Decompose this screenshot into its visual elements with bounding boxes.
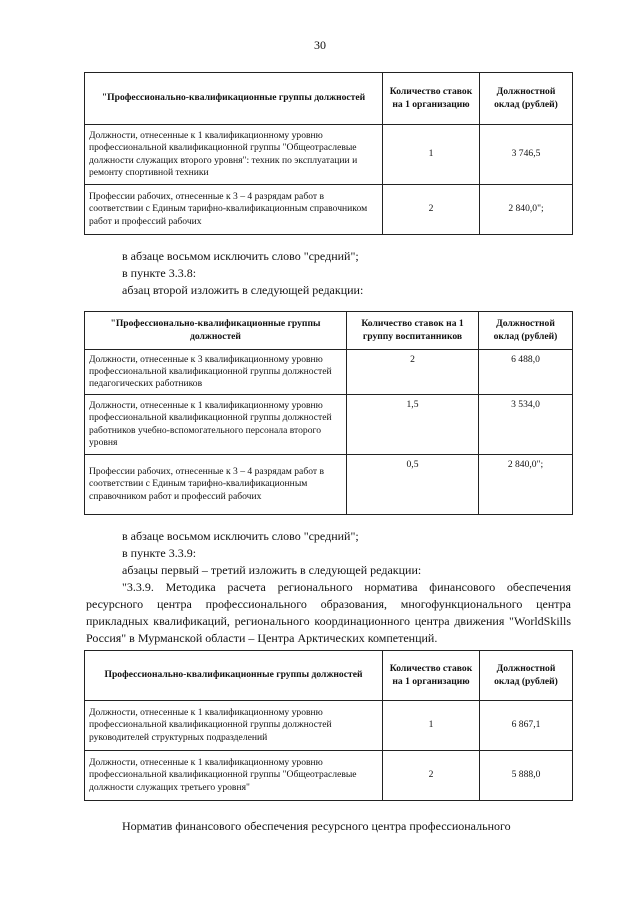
header-count: Количество ставок на 1 группу воспитанников — [347, 312, 479, 350]
table-1 — [84, 72, 573, 235]
table-3 — [84, 650, 573, 801]
closing-paragraph: Норматив финансового обеспечения ресурсного центра профессионального — [122, 819, 511, 833]
header-groups: "Профессионально-квалификационные группы должностей — [85, 312, 347, 350]
cell-count: 0,5 — [347, 455, 479, 515]
table-row — [85, 350, 573, 395]
table-header-row — [85, 312, 573, 350]
table-row — [85, 455, 573, 515]
cell-count: 2 — [383, 185, 480, 235]
methodology-paragraph: "3.3.9. Методика расчета регионального норматива финансового обеспечения ресурсного центра профессионального образования, многофункционального центра прикладных квалификаций, регионального координационного центра движения "WorldSkills Россия" в Мурманской области – Центра Арктических компетенций. — [86, 580, 571, 645]
table-row — [85, 125, 573, 185]
header-salary: Должностной оклад (рублей) — [480, 651, 573, 701]
page-number: 30 — [314, 38, 326, 52]
cell-salary: 3 746,5 — [480, 125, 573, 185]
table-row — [85, 185, 573, 235]
cell-group: Профессии рабочих, отнесенные к 3 – 4 разрядам работ в соответствии с Единым тарифно-квалификационным справочником работ и профессий рабочих — [85, 185, 383, 235]
header-salary: Должностной оклад (рублей) — [479, 312, 573, 350]
cell-group: Должности, отнесенные к 1 квалификационному уровню профессиональной квалификационной группы "Общеотраслевые должности служащих второго уровня": техник по эксплуатации и ремонту спортивной техники — [85, 125, 383, 185]
text-line: в пункте 3.3.9: — [122, 546, 197, 560]
text-line: в абзаце восьмом исключить слово "средний"; — [122, 529, 359, 543]
cell-count: 2 — [383, 751, 480, 801]
table-header-row — [85, 73, 573, 125]
table-row — [85, 701, 573, 751]
cell-salary: 6 867,1 — [480, 701, 573, 751]
table-2 — [84, 311, 573, 515]
header-groups: Профессионально-квалификационные группы должностей — [85, 651, 383, 701]
text-line: в пункте 3.3.8: — [122, 266, 197, 280]
table-header-row — [85, 651, 573, 701]
cell-salary: 2 840,0"; — [480, 185, 573, 235]
cell-count: 1 — [383, 701, 480, 751]
cell-salary: 2 840,0"; — [479, 455, 573, 515]
text-line: в абзаце восьмом исключить слово "средний"; — [122, 249, 359, 263]
cell-count: 2 — [347, 350, 479, 395]
cell-salary: 3 534,0 — [479, 395, 573, 455]
cell-group: Профессии рабочих, отнесенные к 3 – 4 разрядам работ в соответствии с Единым тарифно-квалификационным справочником работ и профессий рабочих — [85, 455, 347, 515]
header-salary: Должностной оклад (рублей) — [480, 73, 573, 125]
table-row — [85, 395, 573, 455]
cell-group: Должности, отнесенные к 1 квалификационному уровню профессиональной квалификационной группы должностей работников учебно-вспомогательного персонала второго уровня — [85, 395, 347, 455]
header-groups: "Профессионально-квалификационные группы должностей — [85, 73, 383, 125]
table-row — [85, 751, 573, 801]
cell-salary: 6 488,0 — [479, 350, 573, 395]
cell-count: 1 — [383, 125, 480, 185]
cell-salary: 5 888,0 — [480, 751, 573, 801]
text-line: абзацы первый – третий изложить в следующей редакции: — [122, 563, 422, 577]
header-count: Количество ставок на 1 организацию — [383, 651, 480, 701]
cell-group: Должности, отнесенные к 3 квалификационному уровню профессиональной квалификационной группы должностей педагогических работников — [85, 350, 347, 395]
text-line: абзац второй изложить в следующей редакции: — [122, 283, 364, 297]
cell-count: 1,5 — [347, 395, 479, 455]
header-count: Количество ставок на 1 организацию — [383, 73, 480, 125]
cell-group: Должности, отнесенные к 1 квалификационному уровню профессиональной квалификационной группы "Общеотраслевые должности служащих третьего уровня" — [85, 751, 383, 801]
cell-group: Должности, отнесенные к 1 квалификационному уровню профессиональной квалификационной группы должностей руководителей структурных подразделений — [85, 701, 383, 751]
